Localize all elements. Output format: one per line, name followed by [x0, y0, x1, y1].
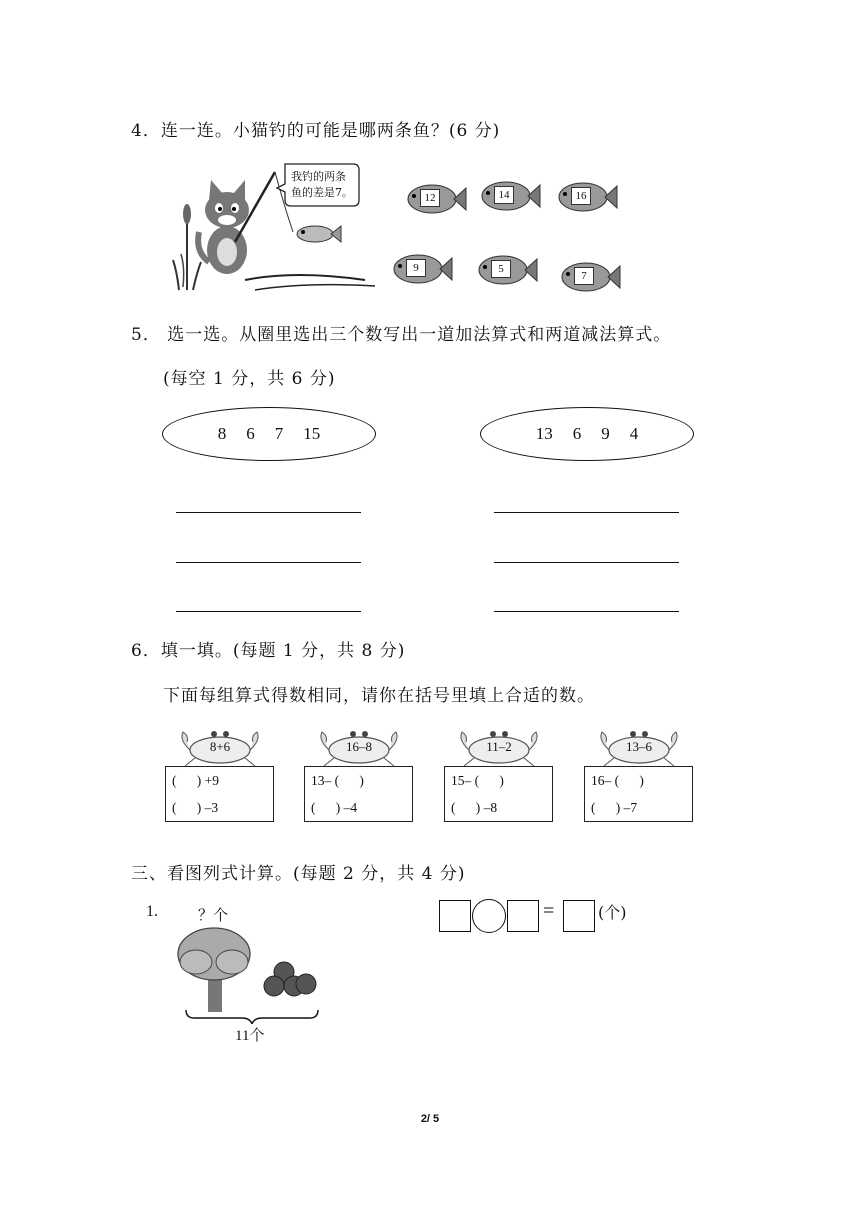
equation-group-1: [165, 728, 275, 828]
fish-9[interactable]: [390, 250, 454, 288]
circle1-number: 6: [246, 424, 255, 443]
equation-box[interactable]: [444, 766, 553, 822]
answer-box[interactable]: [563, 900, 595, 932]
fish-16[interactable]: [555, 178, 619, 216]
equation-box[interactable]: [165, 766, 274, 822]
cat-fishing-illustration: [165, 162, 395, 297]
circle2-number: 9: [601, 424, 610, 443]
page-number: 2/ 5: [420, 1113, 440, 1125]
fish-12[interactable]: [404, 180, 468, 218]
equation-line[interactable]: ( ) –3: [172, 800, 219, 815]
equation-line[interactable]: 16– ( ): [591, 773, 644, 788]
answer-box[interactable]: [507, 900, 539, 932]
circle2-number: 6: [572, 424, 582, 443]
q5-title: 5． 选一选。从圈里选出三个数写出一道加法算式和两道减法算式。: [131, 325, 672, 345]
number-circle-1: [162, 407, 376, 461]
fish-number: 16: [571, 187, 591, 205]
q6-instruction: 下面每组算式得数相同，请你在括号里填上合适的数。: [163, 686, 595, 706]
equation-line[interactable]: 13– ( ): [311, 773, 364, 788]
answer-line[interactable]: [494, 611, 679, 612]
circle1-number: 7: [274, 424, 284, 443]
equation-group-4: [584, 728, 694, 828]
fish-number: 7: [574, 267, 594, 285]
fish-number: 9: [406, 259, 426, 277]
answer-line[interactable]: [494, 512, 679, 513]
equation-line[interactable]: ( ) –8: [451, 800, 498, 815]
fish-number: 12: [420, 189, 440, 207]
circle2-number: 4: [629, 424, 639, 443]
crab-expression: 13–6: [626, 739, 652, 754]
crab-expression: 8+6: [209, 739, 231, 754]
q5-score-note: (每空 1 分，共 6 分): [163, 369, 336, 389]
operator-circle[interactable]: [472, 899, 506, 933]
tree-apples-illustration: [174, 924, 334, 1024]
answer-line[interactable]: [176, 512, 361, 513]
equation-line[interactable]: ( ) +9: [172, 773, 219, 788]
speech-line-1: 我钓的两条: [291, 170, 346, 183]
q4-title: 4．连一连。小猫钓的可能是哪两条鱼？(6 分): [131, 121, 501, 141]
circle2-number: 13: [535, 424, 553, 443]
circle1-number: 15: [303, 424, 321, 443]
fish-5[interactable]: [475, 251, 539, 289]
crab-expression: 11–2: [486, 739, 512, 754]
circle1-number: 8: [217, 424, 227, 443]
equation-line[interactable]: ( ) –4: [311, 800, 358, 815]
answer-line[interactable]: [176, 562, 361, 563]
unit-label: (个): [598, 903, 627, 922]
equation-group-3: [444, 728, 554, 828]
q6-title: 6．填一填。(每题 1 分，共 8 分): [131, 641, 406, 661]
equation-group-2: [304, 728, 414, 828]
item-number: 1.: [146, 903, 158, 920]
total-count-label: 11个: [235, 1028, 265, 1044]
crab-expression: 16–8: [346, 739, 372, 754]
speech-bubble-text: [291, 169, 353, 201]
fish-14[interactable]: [478, 177, 542, 215]
equation-box[interactable]: [304, 766, 413, 822]
section3-title: 三、看图列式计算。(每题 2 分，共 4 分): [131, 864, 466, 884]
equation-line[interactable]: 15– ( ): [451, 773, 504, 788]
fish-number: 14: [494, 186, 514, 204]
answer-box[interactable]: [439, 900, 471, 932]
equals-sign: =: [543, 900, 555, 922]
answer-line[interactable]: [176, 611, 361, 612]
equation-line[interactable]: ( ) –7: [591, 800, 638, 815]
unknown-count-label: ？个: [198, 906, 229, 924]
speech-line-2: 鱼的差是7。: [291, 186, 353, 199]
fish-number: 5: [491, 260, 511, 278]
fish-7[interactable]: [558, 258, 622, 296]
number-circle-2: [480, 407, 694, 461]
answer-line[interactable]: [494, 562, 679, 563]
equation-box[interactable]: [584, 766, 693, 822]
